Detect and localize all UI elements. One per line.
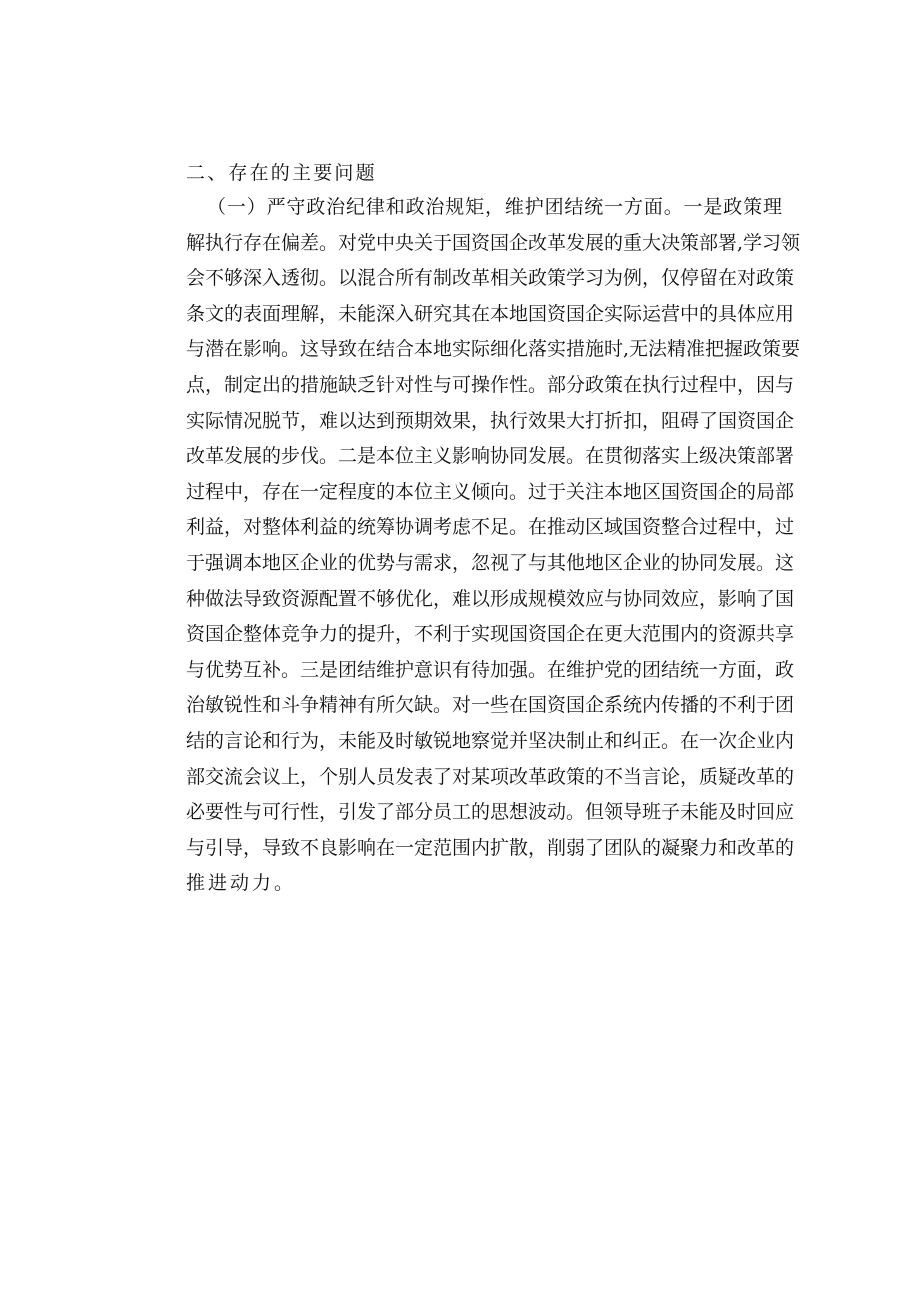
- section-paragraph: [186, 190, 801, 902]
- paragraph-line: 于强调本地区企业的优势与需求，忽视了与其他地区企业的协同发展。这: [186, 551, 795, 574]
- paragraph-line: 利益，对整体利益的统筹协调考虑不足。在推动区域国资整合过程中，过: [186, 516, 795, 539]
- section-heading: 二、存在的主要问题: [186, 162, 377, 184]
- paragraph-line: 推进动力。: [186, 872, 297, 895]
- paragraph-line: 与引导，导致不良影响在一定范围内扩散，削弱了团队的凝聚力和改革的: [186, 836, 795, 859]
- paragraph-line: 结的言论和行为，未能及时敏锐地察觉并坚决制止和纠正。在一次企业内: [186, 729, 795, 752]
- paragraph-line: 与潜在影响。这导致在结合本地实际细化落实措施时,无法精准把握政策要: [186, 338, 801, 361]
- paragraph-line: 实际情况脱节，难以达到预期效果，执行效果大打折扣，阻碍了国资国企: [186, 409, 795, 432]
- paragraph-line: 种做法导致资源配置不够优化，难以形成规模效应与协同效应，影响了国: [186, 587, 795, 610]
- paragraph-line: （一）严守政治纪律和政治规矩，维护团结统一方面。一是政策理: [207, 196, 782, 218]
- paragraph-line: 治敏锐性和斗争精神有所欠缺。对一些在国资国企系统内传播的不利于团: [186, 694, 795, 717]
- paragraph-line: 点，制定出的措施缺乏针对性与可操作性。部分政策在执行过程中，因与: [186, 373, 795, 396]
- paragraph-line: 过程中，存在一定程度的本位主义倾向。过于关注本地区国资国企的局部: [186, 480, 795, 503]
- paragraph-line: 必要性与可行性，引发了部分员工的思想波动。但领导班子未能及时回应: [186, 801, 795, 824]
- paragraph-line: 部交流会议上，个别人员发表了对某项改革政策的不当言论，质疑改革的: [186, 765, 795, 788]
- paragraph-line: 资国企整体竞争力的提升，不利于实现国资国企在更大范围内的资源共享: [186, 623, 795, 646]
- paragraph-line: 解执行存在偏差。对党中央关于国资国企改革发展的重大决策部署,学习领: [186, 231, 801, 254]
- paragraph-line: 条文的表面理解，未能深入研究其在本地国资国企实际运营中的具体应用: [186, 302, 795, 325]
- paragraph-line: 会不够深入透彻。以混合所有制改革相关政策学习为例，仅停留在对政策: [186, 267, 795, 290]
- paragraph-line: 与优势互补。三是团结维护意识有待加强。在维护党的团结统一方面，政: [186, 658, 795, 681]
- paragraph-line: 改革发展的步伐。二是本位主义影响协同发展。在贯彻落实上级决策部署: [186, 445, 795, 468]
